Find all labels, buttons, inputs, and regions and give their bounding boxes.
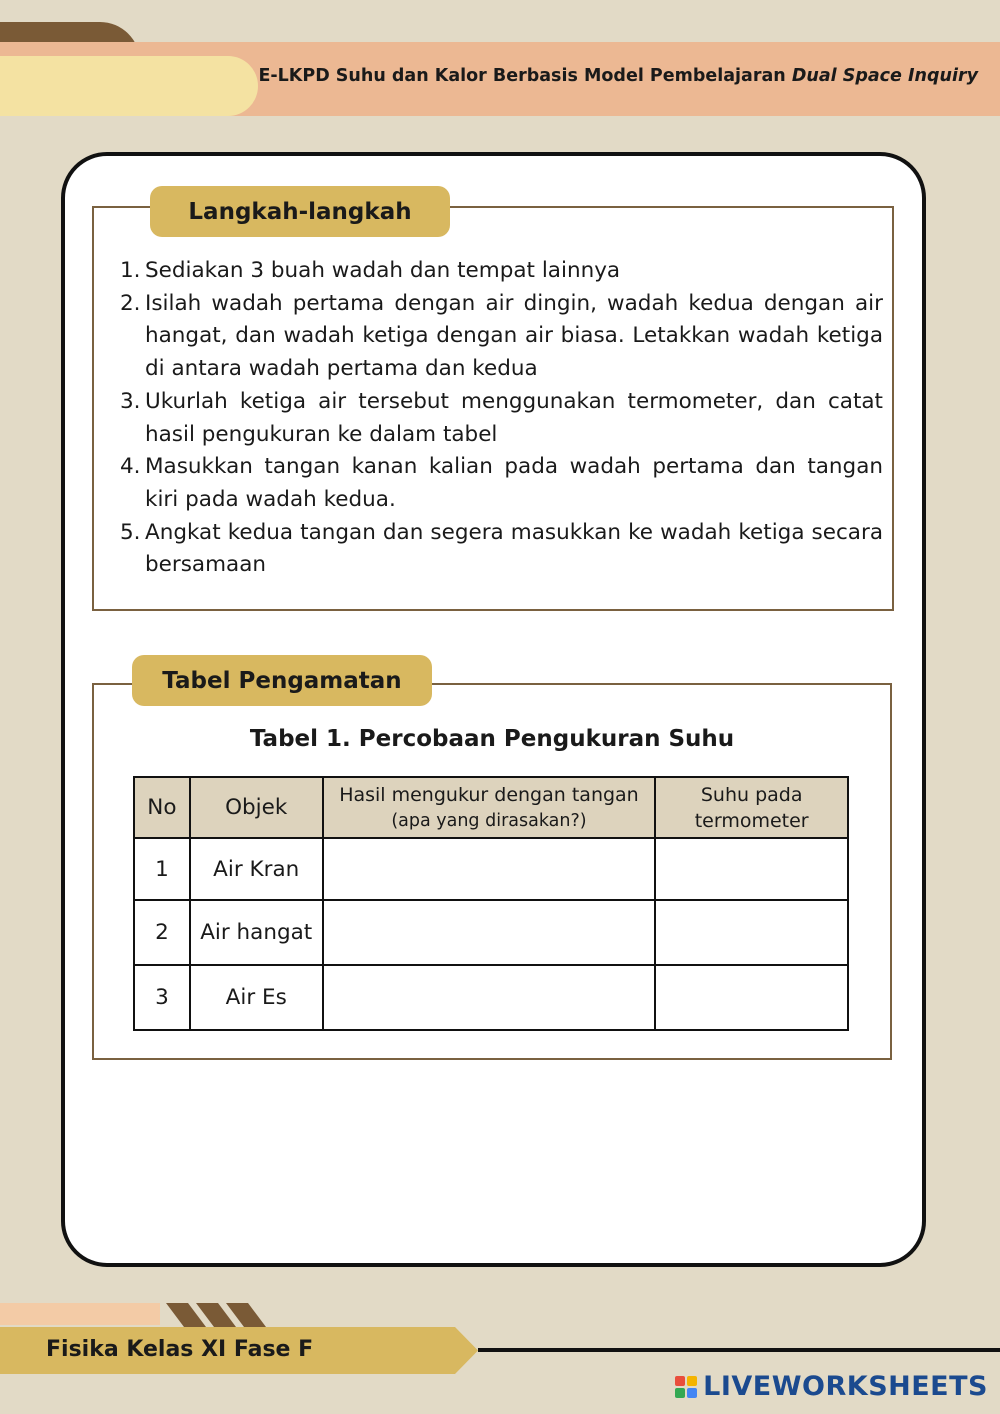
step-number: 5. bbox=[120, 519, 141, 545]
observation-table bbox=[133, 776, 849, 1031]
header-title-text: E-LKPD Suhu dan Kalor Berbasis Model Pembelajaran bbox=[258, 66, 786, 86]
cell-no: 1 bbox=[134, 838, 190, 900]
col-header-suhu: Suhu pada termometer bbox=[655, 777, 848, 838]
cell-hasil-input[interactable] bbox=[323, 900, 656, 965]
table-row bbox=[134, 838, 848, 900]
cell-hasil-input[interactable] bbox=[323, 838, 656, 900]
table-row bbox=[134, 900, 848, 965]
cell-objek: Air hangat bbox=[190, 900, 323, 965]
liveworksheets-logo-icon bbox=[675, 1376, 697, 1398]
header-yellow-tab bbox=[0, 56, 258, 116]
cell-objek: Air Kran bbox=[190, 838, 323, 900]
header-title-italic: Dual Space Inquiry bbox=[791, 66, 978, 86]
step-text: Isilah wadah pertama dengan air dingin, wadah kedua dengan air hangat, dan wadah ketiga dengan air biasa. Letakkan wadah ketiga di antara wadah pertama dan kedua bbox=[145, 290, 883, 382]
cell-suhu-input[interactable] bbox=[655, 838, 848, 900]
cell-objek: Air Es bbox=[190, 965, 323, 1030]
step-number: 4. bbox=[120, 454, 141, 480]
col-header-no: No bbox=[134, 777, 190, 838]
step-text: Angkat kedua tangan dan segera masukkan ke wadah ketiga secara bersamaan bbox=[145, 519, 883, 578]
step-item bbox=[120, 386, 883, 451]
step-number: 3. bbox=[120, 388, 141, 414]
footer-divider bbox=[478, 1348, 1000, 1352]
col-header-hasil-sub: (apa yang dirasakan?) bbox=[391, 810, 587, 831]
footer-stripes-decoration bbox=[166, 1303, 276, 1327]
table-row bbox=[134, 965, 848, 1030]
steps-list bbox=[120, 255, 883, 582]
cell-hasil-input[interactable] bbox=[323, 965, 656, 1030]
step-number: 2. bbox=[120, 290, 141, 316]
cell-no: 3 bbox=[134, 965, 190, 1030]
step-text: Masukkan tangan kanan kalian pada wadah pertama dan tangan kiri pada wadah kedua. bbox=[145, 454, 883, 512]
step-item bbox=[120, 451, 883, 516]
page-header-title bbox=[258, 66, 978, 86]
footer-label: Fisika Kelas XI Fase F bbox=[46, 1337, 314, 1362]
steps-heading: Langkah-langkah bbox=[150, 186, 450, 237]
cell-suhu-input[interactable] bbox=[655, 900, 848, 965]
step-item bbox=[120, 288, 883, 386]
col-header-hasil-main: Hasil mengukur dengan tangan bbox=[339, 783, 639, 806]
step-item bbox=[120, 255, 883, 288]
cell-no: 2 bbox=[134, 900, 190, 965]
col-header-hasil bbox=[323, 777, 656, 838]
step-text: Ukurlah ketiga air tersebut menggunakan termometer, dan catat hasil pengukuran ke dalam tabel bbox=[145, 388, 883, 447]
table-heading: Tabel Pengamatan bbox=[132, 655, 432, 706]
step-text: Sediakan 3 buah wadah dan tempat lainnya bbox=[145, 258, 621, 283]
footer-peach-strip bbox=[0, 1303, 160, 1325]
table-caption: Tabel 1. Percobaan Pengukuran Suhu bbox=[249, 726, 735, 752]
step-number: 1. bbox=[120, 258, 141, 283]
liveworksheets-wordmark: LIVEWORKSHEETS bbox=[703, 1371, 988, 1402]
step-item bbox=[120, 517, 883, 582]
cell-suhu-input[interactable] bbox=[655, 965, 848, 1030]
table-header-row bbox=[134, 777, 848, 838]
liveworksheets-brand[interactable] bbox=[675, 1371, 988, 1402]
col-header-objek: Objek bbox=[190, 777, 323, 838]
